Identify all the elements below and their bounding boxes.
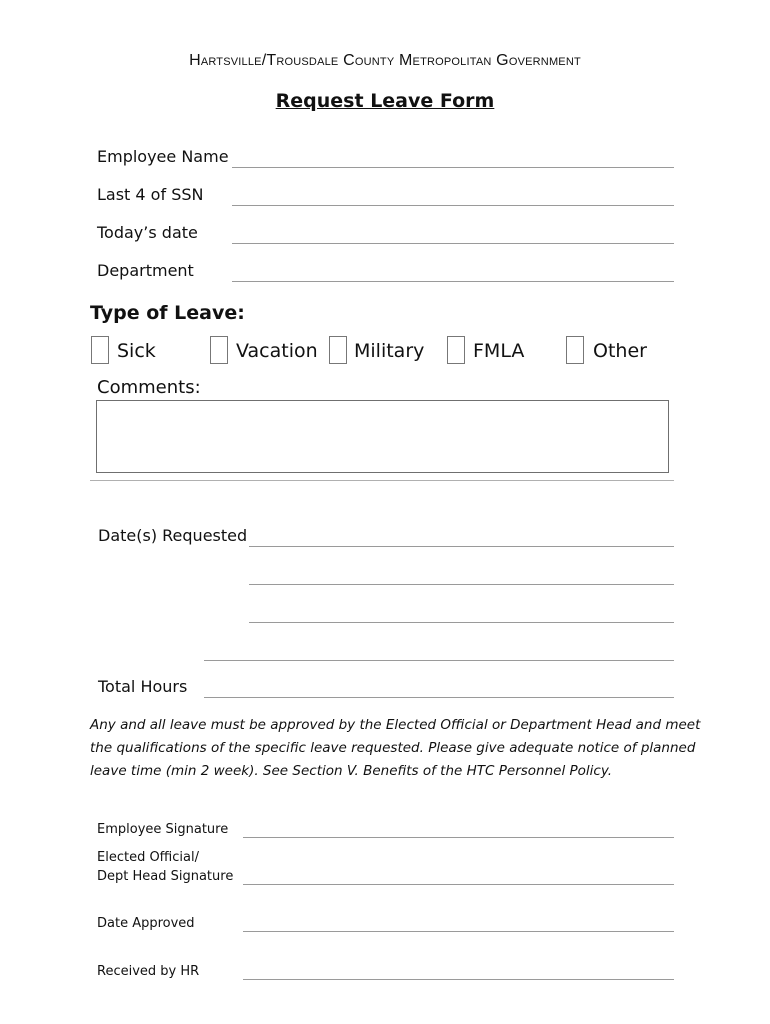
type-of-leave-heading: Type of Leave: xyxy=(90,302,245,324)
dates-requested-field-2[interactable] xyxy=(249,584,674,585)
total-hours-field[interactable] xyxy=(204,697,674,698)
ssn-field[interactable] xyxy=(232,205,674,206)
policy-notice-line: Any and all leave must be approved by the Elected Official or Department Head and meet xyxy=(90,717,701,733)
date-approved-field[interactable] xyxy=(243,931,674,932)
department-label: Department xyxy=(97,261,194,280)
section-divider xyxy=(90,480,674,481)
fmla-label: FMLA xyxy=(473,340,525,362)
fmla-checkbox[interactable] xyxy=(447,336,465,364)
employee-signature-field[interactable] xyxy=(243,837,674,838)
policy-notice-line: leave time (min 2 week). See Section V. Benefits of the HTC Personnel Policy. xyxy=(90,763,613,779)
form-title: Request Leave Form xyxy=(275,90,495,112)
other-checkbox[interactable] xyxy=(566,336,584,364)
dates-requested-field-4[interactable] xyxy=(204,660,674,661)
employee-name-field[interactable] xyxy=(232,167,674,168)
comments-textarea[interactable] xyxy=(96,400,669,473)
other-label: Other xyxy=(593,340,647,362)
military-label: Military xyxy=(354,340,425,362)
todays-date-field[interactable] xyxy=(232,243,674,244)
organization-name: Hartsville/Trousdale County Metropolitan Government xyxy=(189,52,581,69)
received-by-hr-label: Received by HR xyxy=(97,964,200,979)
received-by-hr-field[interactable] xyxy=(243,979,674,980)
vacation-label: Vacation xyxy=(236,340,318,362)
employee-signature-label: Employee Signature xyxy=(97,822,229,837)
dates-requested-field-3[interactable] xyxy=(249,622,674,623)
military-checkbox[interactable] xyxy=(329,336,347,364)
official-signature-label-line1: Elected Official/ xyxy=(97,850,199,865)
comments-label: Comments: xyxy=(97,377,201,398)
sick-checkbox[interactable] xyxy=(91,336,109,364)
official-signature-field[interactable] xyxy=(243,884,674,885)
dates-requested-label: Date(s) Requested xyxy=(98,526,248,545)
vacation-checkbox[interactable] xyxy=(210,336,228,364)
department-field[interactable] xyxy=(232,281,674,282)
sick-label: Sick xyxy=(117,340,156,362)
ssn-label: Last 4 of SSN xyxy=(97,185,204,204)
employee-name-label: Employee Name xyxy=(97,147,229,166)
official-signature-label-line2: Dept Head Signature xyxy=(97,869,234,884)
total-hours-label: Total Hours xyxy=(98,677,188,696)
policy-notice xyxy=(90,714,701,783)
todays-date-label: Today’s date xyxy=(97,223,198,242)
date-approved-label: Date Approved xyxy=(97,916,195,931)
policy-notice-line: the qualifications of the specific leave requested. Please give adequate notice of planned xyxy=(90,740,696,756)
dates-requested-field-1[interactable] xyxy=(249,546,674,547)
